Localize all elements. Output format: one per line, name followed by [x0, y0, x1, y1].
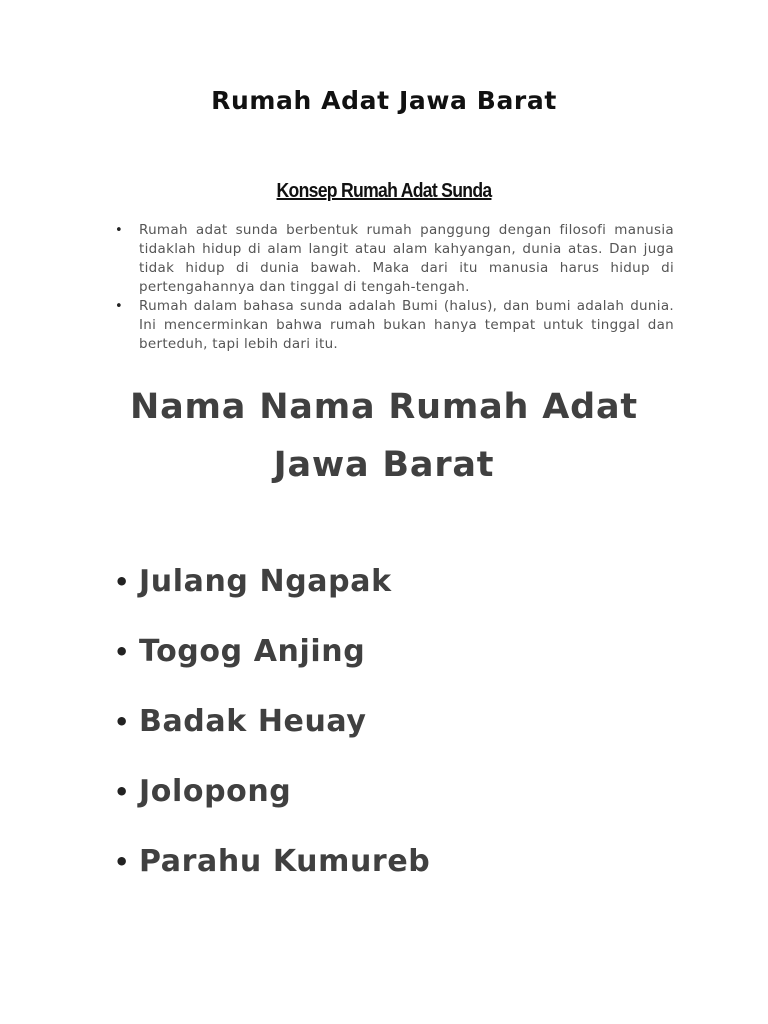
- bullet-icon: •: [114, 568, 130, 596]
- house-name: Badak Heuay: [139, 704, 367, 739]
- list-item: [114, 767, 430, 837]
- names-heading-line-2: Jawa Barat: [273, 445, 495, 485]
- house-name: Parahu Kumureb: [139, 844, 431, 879]
- document-title: Rumah Adat Jawa Barat: [211, 86, 557, 115]
- names-heading-line-1: Nama Nama Rumah Adat: [130, 387, 638, 427]
- bullet-icon: •: [114, 708, 130, 736]
- list-item: [114, 557, 430, 627]
- list-item: [114, 697, 430, 767]
- list-item: [114, 837, 430, 907]
- bullet-icon: •: [114, 778, 130, 806]
- list-item: [114, 627, 430, 697]
- bullet-icon: •: [114, 848, 130, 876]
- section-heading: Konsep Rumah Adat Sunda: [276, 180, 492, 202]
- list-item: [115, 297, 674, 354]
- house-name: Julang Ngapak: [139, 564, 392, 599]
- bullet-icon: •: [115, 299, 123, 314]
- bullet-icon: •: [114, 638, 130, 666]
- house-names-list: [114, 557, 430, 907]
- house-name: Togog Anjing: [139, 634, 366, 669]
- names-heading: [0, 378, 768, 494]
- bullet-icon: •: [115, 223, 123, 238]
- house-name: Jolopong: [139, 774, 292, 809]
- concept-text: Rumah dalam bahasa sunda adalah Bumi (halus), dan bumi adalah dunia. Ini mencerminkan bahwa rumah bukan hanya tempat untuk tinggal dan berteduh, tapi lebih dari itu.: [139, 298, 674, 352]
- concept-text: Rumah adat sunda berbentuk rumah panggung dengan filosofi manusia tidaklah hidup di alam langit atau alam kahyangan, dunia atas. Dan juga tidak hidup di dunia bawah. Maka dari itu manusia harus hidup di pertengahannya dan tinggal di tengah-tengah.: [139, 222, 674, 295]
- list-item: [115, 221, 674, 297]
- concept-list: [115, 221, 674, 354]
